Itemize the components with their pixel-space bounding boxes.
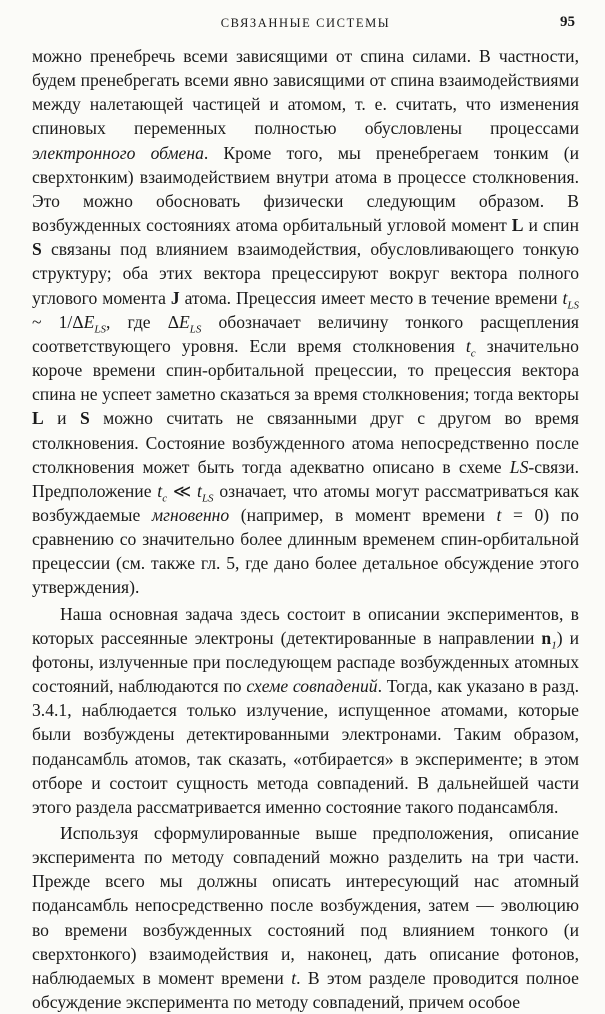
text-run: LS	[189, 323, 202, 336]
text-run: S	[32, 239, 42, 260]
paragraph-2	[32, 602, 579, 819]
paragraph-3	[32, 821, 579, 1014]
text-run: Используя сформулированные выше предположения, описание эксперимента по методу совпадений можно разделить на три части. Прежде всего мы должны описать интересующий нас атомный подансамбль непосредственно после возбуждения, затем — эволюцию во времени возбужденных состояний под влиянием тонкого (и сверхтонкого) взаимодействия и, наконец, дать описание фотонов, наблюдаемых в момент времени	[32, 823, 579, 988]
text-run: и	[43, 408, 80, 429]
text-run: S	[79, 408, 90, 429]
text-run: Наша основная задача здесь состоит в описании экспериментов, в которых рассеянные электроны (детектированные в направлении	[32, 603, 579, 648]
text-run: t	[157, 480, 163, 501]
text-run: J	[170, 287, 180, 308]
text-run: . Тогда, как указано в разд. 3.4.1, наблюдается только излучение, испущенное атомами, которые были возбуждены детектированными электронами. Таким образом, подансамбль атомов, так сказать, «отбирается» в эксперименте; в этом отборе и состоит сущность метода совпадений. В дальнейшей части этого раздела рассматривается именно состояние такого подансамбля.	[32, 676, 579, 817]
text-run: t	[197, 480, 202, 501]
text-run: n	[541, 627, 552, 648]
text-run: -связи. Предположение	[32, 456, 579, 501]
text-run: E	[179, 311, 190, 332]
text-run: значительно короче времени спин-орбитальной прецессии, то прецессия вектора спина не успеет заметно сказаться за время столкновения; тогда векторы	[32, 335, 579, 405]
text-run: = 0) по сравнению со значительно более длинным временем спин-орбитальной прецессии (см. также гл. 5, где дано более детальное обсуждение этого утверждения).	[32, 504, 579, 598]
text-run: . В этом разделе проводится полное обсуждение эксперимента по методу совпадений, причем особое	[32, 967, 579, 1013]
text-run: t	[465, 335, 471, 356]
text-run: LS	[509, 456, 529, 477]
text-run: t	[291, 967, 297, 988]
page-header	[32, 14, 579, 44]
text-run: LS	[201, 492, 214, 505]
text-run: связаны под влиянием взаимодействия, обусловливающего тонкую структуру; оба этих вектора прецессируют вокруг вектора полного углового момента	[32, 239, 579, 308]
text-run: L	[32, 408, 44, 429]
text-run: t	[562, 287, 568, 308]
text-run: (например, в момент времени	[229, 504, 497, 525]
text-run: означает, что атомы могут рассматриваться как возбуждаемые	[32, 480, 580, 525]
text-run: , где Δ	[106, 311, 180, 332]
page-body	[32, 44, 579, 1014]
text-run: атома. Прецессия имеет место в течение времени	[179, 287, 563, 308]
text-run: и спин	[523, 215, 579, 236]
text-run: L	[511, 215, 524, 236]
text-run: t	[496, 504, 502, 525]
text-run: схеме совпадений	[246, 676, 378, 697]
text-run: мгновенно	[151, 504, 230, 525]
text-run: . Кроме того, мы пренебрегаем тонким (и сверхтонким) взаимодействием внутри атома в процессе столкновения. Это можно обосновать физически следующим образом. В возбужденных состояниях атома орбитальный угловой момент	[32, 142, 580, 236]
text-run: ~ 1/Δ	[32, 311, 84, 332]
text-run: c	[162, 492, 168, 505]
text-run: c	[470, 347, 476, 360]
text-run: ≪	[167, 480, 198, 501]
paragraph-1	[32, 44, 579, 600]
page-number: 95	[560, 14, 575, 30]
text-run: LS	[567, 299, 579, 312]
text-run: 1	[551, 639, 557, 652]
text-run: LS	[94, 323, 106, 336]
text-run: E	[83, 311, 95, 332]
text-run: электронного обмена	[32, 142, 204, 163]
text-run: можно считать не связанными друг с другом во время столкновения. Состояние возбужденного атома непосредственно после столкновения может быть тогда адекватно описано в схеме	[32, 408, 579, 477]
running-title: СВЯЗАННЫЕ СИСТЕМЫ	[220, 16, 391, 30]
text-run: можно пренебречь всеми зависящими от спина силами. В частности, будем пренебрегать всеми явно зависящими от спина взаимодействиями между налетающей частицей и атомом, т. е. считать, что изменения спиновых переменных полностью обусловлены процессами	[32, 46, 579, 139]
text-run: обозначает величину тонкого расщепления соответствующего уровня. Если время столкновения	[32, 311, 580, 356]
text-run: ) и фотоны, излученные при последующем распаде возбужденных атомных состояний, наблюдаются по	[32, 627, 579, 697]
